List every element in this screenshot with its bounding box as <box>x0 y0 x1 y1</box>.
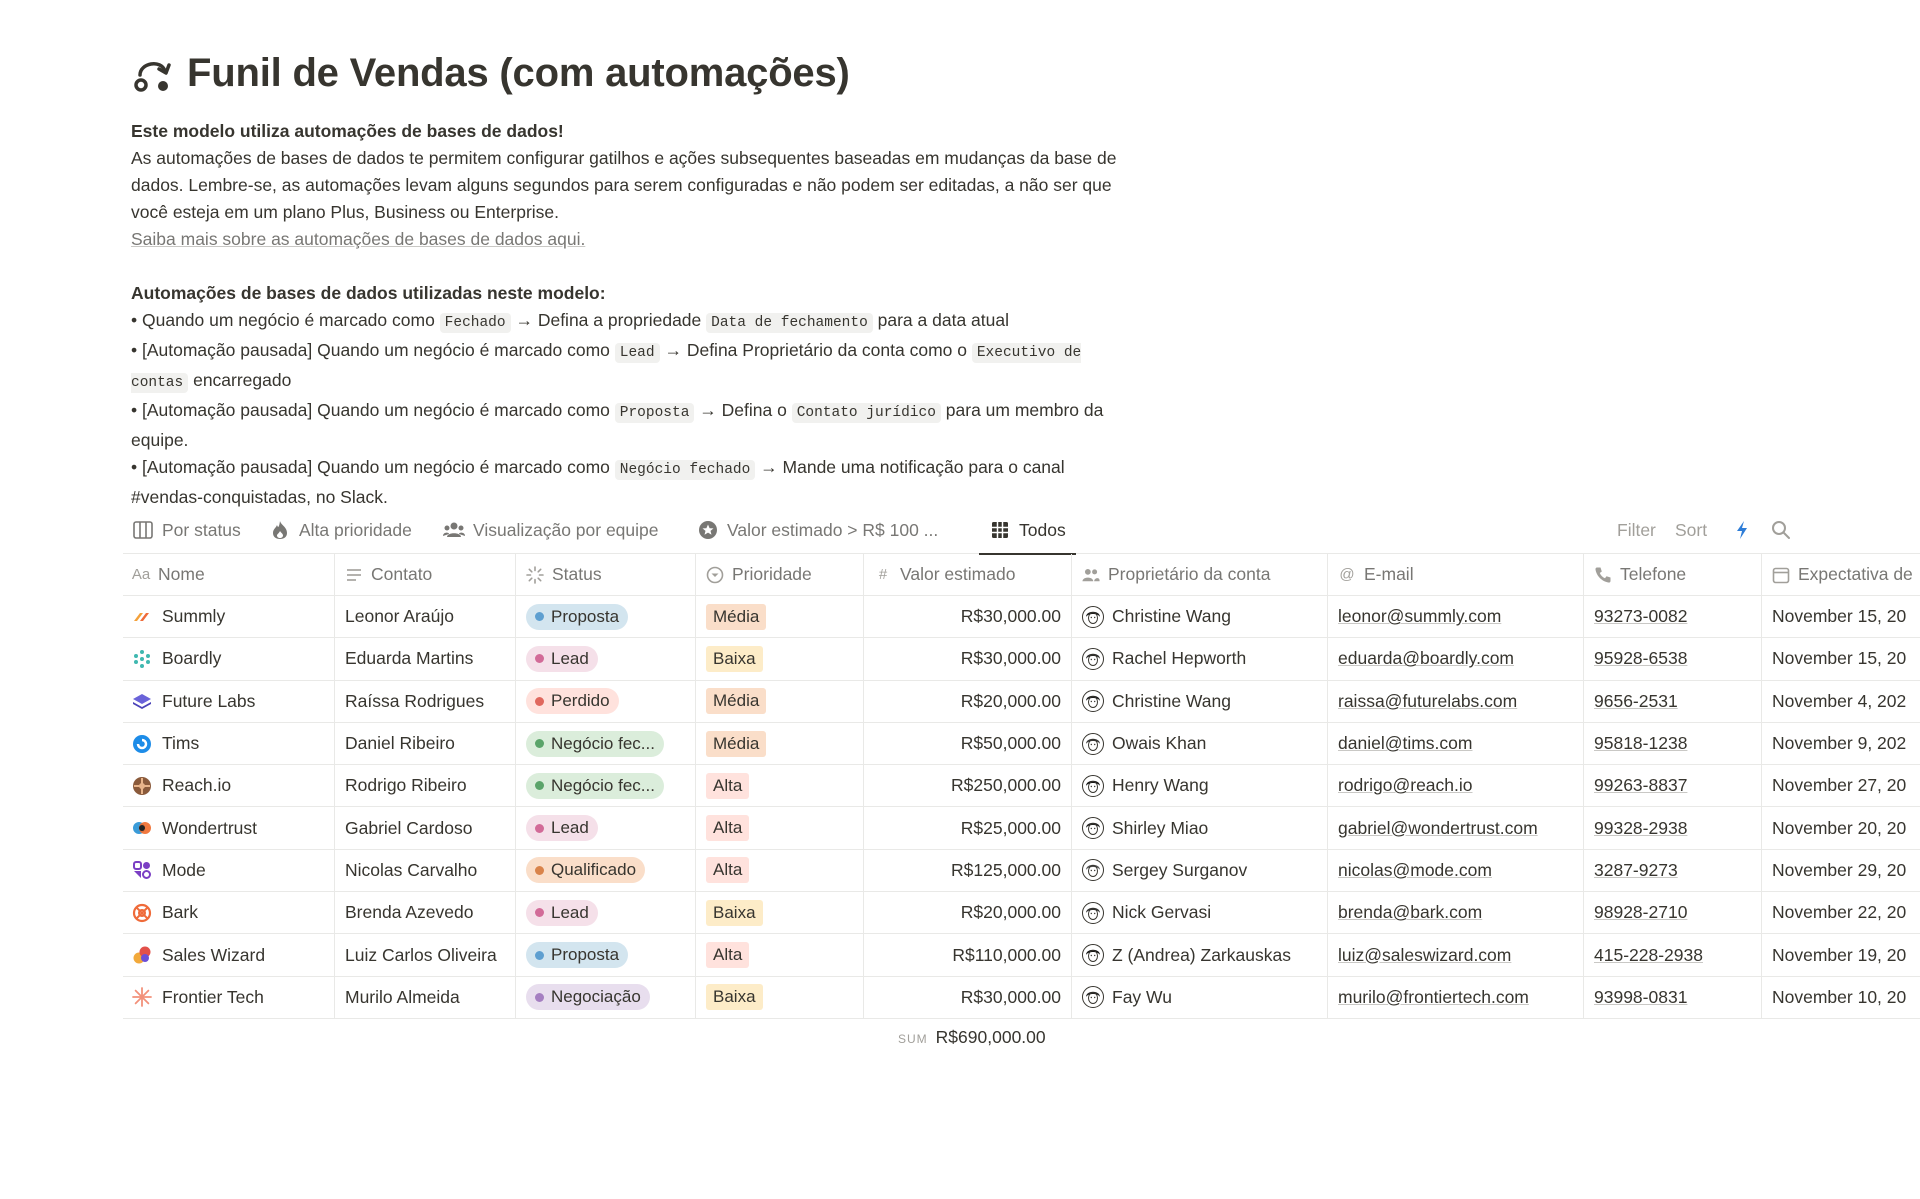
cell-nome[interactable] <box>123 723 335 764</box>
company-logo-icon <box>132 776 152 796</box>
cell-nome[interactable] <box>123 977 335 1018</box>
cell-telefone[interactable] <box>1584 723 1762 764</box>
cell-email[interactable] <box>1328 977 1584 1018</box>
status-dot-icon <box>535 781 544 790</box>
phone-icon <box>1594 566 1612 584</box>
cell-prioridade[interactable] <box>696 934 864 975</box>
cell-expectativa[interactable]: November 4, 202 <box>1772 690 1907 711</box>
status-badge: Qualificado <box>526 857 645 883</box>
priority-tag: Média <box>706 731 766 757</box>
table-row[interactable] <box>123 892 1920 934</box>
column-header-telefone[interactable]: Telefone <box>1584 554 1762 595</box>
email-link[interactable]: luiz@saleswizard.com <box>1338 944 1512 965</box>
table-row[interactable] <box>123 807 1920 849</box>
email-link[interactable]: rodrigo@reach.io <box>1338 775 1473 796</box>
email-link[interactable]: daniel@tims.com <box>1338 733 1473 754</box>
automation-item-2: • [Automação pausada] Quando um negócio é marcado como Lead → Defina Proprietário da conta como o Executivo de contas encarregado <box>131 340 1082 391</box>
search-icon <box>1771 520 1791 540</box>
email-link[interactable]: nicolas@mode.com <box>1338 859 1492 880</box>
avatar <box>1082 648 1104 670</box>
cell-contato[interactable]: Daniel Ribeiro <box>335 723 516 764</box>
status-dot-icon <box>535 697 544 706</box>
company-name[interactable]: Summly <box>162 606 226 627</box>
people-icon <box>1082 566 1100 584</box>
lightning-icon <box>1735 520 1749 540</box>
status-dot-icon <box>535 654 544 663</box>
cell-proprietario[interactable]: Sergey Surganov <box>1072 850 1328 891</box>
text-property-icon: Aa <box>131 566 151 583</box>
cell-email[interactable] <box>1328 681 1584 722</box>
company-name[interactable]: Mode <box>162 859 206 880</box>
cell-contato[interactable]: Murilo Almeida <box>335 977 516 1018</box>
cell-status[interactable] <box>516 934 696 975</box>
cell-proprietario[interactable]: Henry Wang <box>1072 765 1328 806</box>
cell-status[interactable] <box>516 596 696 637</box>
cell-prioridade[interactable] <box>696 723 864 764</box>
status-dot-icon <box>535 866 544 875</box>
cell-valor[interactable]: R$50,000.00 <box>864 723 1072 764</box>
company-name[interactable]: Tims <box>162 733 200 754</box>
automation-item-3: • [Automação pausada] Quando um negócio é marcado como Proposta → Defina o Contato jurídico para um membro da equipe. <box>131 400 1104 450</box>
priority-tag: Média <box>706 688 766 714</box>
priority-tag: Alta <box>706 815 749 841</box>
inline-code: Fechado <box>440 313 511 333</box>
cell-telefone[interactable] <box>1584 977 1762 1018</box>
cell-email[interactable] <box>1328 850 1584 891</box>
cell-valor[interactable]: R$25,000.00 <box>864 807 1072 848</box>
people-icon <box>443 519 465 541</box>
phone-link[interactable]: 3287-9273 <box>1594 859 1678 880</box>
cell-email[interactable] <box>1328 892 1584 933</box>
cell-proprietario[interactable]: Nick Gervasi <box>1072 892 1328 933</box>
status-loader-icon <box>526 566 544 584</box>
cell-email[interactable] <box>1328 638 1584 679</box>
company-name[interactable]: Boardly <box>162 648 222 669</box>
column-header-prioridade[interactable]: Prioridade <box>696 554 864 595</box>
cell-proprietario[interactable]: Rachel Hepworth <box>1072 638 1328 679</box>
cell-valor[interactable]: R$125,000.00 <box>864 850 1072 891</box>
status-dot-icon <box>535 993 544 1002</box>
filter-button[interactable]: Filter <box>1617 519 1656 540</box>
phone-link[interactable]: 98928-2710 <box>1594 902 1688 923</box>
cell-prioridade[interactable] <box>696 807 864 848</box>
phone-link[interactable]: 93998-0831 <box>1594 986 1688 1007</box>
avatar <box>1082 690 1104 712</box>
company-name[interactable]: Frontier Tech <box>162 986 264 1007</box>
column-header-email[interactable]: @ E-mail <box>1328 554 1584 595</box>
column-header-proprietario[interactable]: Proprietário da conta <box>1072 554 1328 595</box>
avatar <box>1082 606 1104 628</box>
status-badge: Lead <box>526 815 598 841</box>
board-icon <box>132 519 154 541</box>
cell-valor[interactable]: R$20,000.00 <box>864 681 1072 722</box>
search-button[interactable] <box>1771 506 1791 554</box>
cell-email[interactable] <box>1328 723 1584 764</box>
database-table <box>123 554 1920 1019</box>
company-name[interactable]: Wondertrust <box>162 817 257 838</box>
avatar <box>1082 817 1104 839</box>
email-link[interactable]: brenda@bark.com <box>1338 902 1483 923</box>
cell-valor[interactable]: R$30,000.00 <box>864 638 1072 679</box>
cell-valor[interactable]: R$30,000.00 <box>864 596 1072 637</box>
status-badge: Perdido <box>526 688 619 714</box>
cell-expectativa[interactable]: November 29, 20 <box>1772 859 1907 880</box>
status-badge: Proposta <box>526 942 628 968</box>
cell-expectativa[interactable]: November 20, 20 <box>1772 817 1907 838</box>
automation-item-4: • [Automação pausada] Quando um negócio é marcado como Negócio fechado → Mande uma notificação para o canal #vendas-conquistadas, no Slack. <box>131 457 1065 507</box>
cell-nome[interactable] <box>123 638 335 679</box>
sum-value: R$690,000.00 <box>935 1027 1046 1047</box>
grid-icon <box>989 519 1011 541</box>
table-row[interactable] <box>123 765 1920 807</box>
tab-alta-prioridade[interactable]: Alta prioridade <box>269 506 412 554</box>
cell-telefone[interactable] <box>1584 892 1762 933</box>
funnel-arrow-icon[interactable] <box>131 51 175 95</box>
cell-nome[interactable] <box>123 892 335 933</box>
cell-proprietario[interactable]: Christine Wang <box>1072 596 1328 637</box>
cell-proprietario[interactable]: Owais Khan <box>1072 723 1328 764</box>
page-description <box>131 118 1131 511</box>
cell-status[interactable] <box>516 807 696 848</box>
status-badge: Proposta <box>526 604 628 630</box>
cell-valor[interactable]: R$110,000.00 <box>864 934 1072 975</box>
company-logo-icon <box>132 987 152 1007</box>
title-row <box>131 40 1920 106</box>
cell-status[interactable] <box>516 638 696 679</box>
inline-code: Lead <box>615 343 660 363</box>
cell-email[interactable] <box>1328 596 1584 637</box>
intro-text: As automações de bases de dados te permitem configurar gatilhos e ações subsequentes baseadas em mudanças da base de dados. Lembre-se, as automações levam alguns segundos para serem configuradas e não podem ser editadas, a não ser que você esteja em um plano Plus, Business ou Enterprise. <box>131 148 1117 222</box>
company-logo-icon <box>132 860 152 880</box>
avatar <box>1082 775 1104 797</box>
avatar <box>1082 902 1104 924</box>
cell-telefone[interactable] <box>1584 765 1762 806</box>
company-name[interactable]: Reach.io <box>162 775 232 796</box>
tab-todos[interactable]: Todos <box>979 506 1076 554</box>
priority-tag: Baixa <box>706 646 763 672</box>
sum-calculation[interactable] <box>898 1027 1046 1048</box>
cell-email[interactable] <box>1328 807 1584 848</box>
cell-status[interactable] <box>516 681 696 722</box>
sort-button[interactable]: Sort <box>1675 519 1708 540</box>
status-dot-icon <box>535 908 544 917</box>
tab-por-status[interactable]: Por status <box>132 506 241 554</box>
sum-label: SUM <box>898 1032 928 1046</box>
automations-heading: Automações de bases de dados utilizadas neste modelo: <box>131 283 606 303</box>
avatar <box>1082 986 1104 1008</box>
cell-proprietario[interactable]: Z (Andrea) Zarkauskas <box>1072 934 1328 975</box>
phone-link[interactable]: 95818-1238 <box>1594 733 1688 754</box>
learn-more-link[interactable]: Saiba mais sobre as automações de bases de dados aqui. <box>131 229 586 249</box>
cell-contato[interactable]: Gabriel Cardoso <box>335 807 516 848</box>
cell-status[interactable] <box>516 723 696 764</box>
cell-proprietario[interactable]: Shirley Miao <box>1072 807 1328 848</box>
phone-link[interactable]: 9656-2531 <box>1594 690 1678 711</box>
company-logo-icon <box>132 945 152 965</box>
cell-email[interactable] <box>1328 765 1584 806</box>
cell-prioridade[interactable] <box>696 977 864 1018</box>
priority-tag: Alta <box>706 857 749 883</box>
cell-prioridade[interactable] <box>696 681 864 722</box>
cell-telefone[interactable] <box>1584 596 1762 637</box>
email-link[interactable]: leonor@summly.com <box>1338 606 1502 627</box>
priority-tag: Média <box>706 604 766 630</box>
email-link[interactable]: eduarda@boardly.com <box>1338 648 1515 669</box>
table-row[interactable] <box>123 977 1920 1019</box>
status-badge: Negócio fec... <box>526 773 664 799</box>
phone-link[interactable]: 99263-8837 <box>1594 775 1688 796</box>
email-link[interactable]: gabriel@wondertrust.com <box>1338 817 1538 838</box>
status-badge: Lead <box>526 646 598 672</box>
priority-tag: Alta <box>706 773 749 799</box>
cell-contato[interactable]: Brenda Azevedo <box>335 892 516 933</box>
cell-nome[interactable] <box>123 807 335 848</box>
cell-telefone[interactable] <box>1584 681 1762 722</box>
company-logo-icon <box>132 649 152 669</box>
status-badge: Negócio fec... <box>526 731 664 757</box>
avatar <box>1082 944 1104 966</box>
lines-icon <box>345 566 363 584</box>
avatar <box>1082 733 1104 755</box>
phone-link[interactable]: 415-228-2938 <box>1594 944 1703 965</box>
intro-heading: Este modelo utiliza automações de bases de dados! <box>131 121 564 141</box>
inline-code: Executivo de contas <box>131 345 1082 391</box>
star-circle-icon <box>697 519 719 541</box>
table-row[interactable] <box>123 850 1920 892</box>
status-badge: Lead <box>526 900 598 926</box>
company-logo-icon <box>132 818 152 838</box>
cell-prioridade[interactable] <box>696 892 864 933</box>
cell-expectativa[interactable]: November 22, 20 <box>1772 902 1907 923</box>
tab-visualizacao-por-equipe[interactable]: Visualização por equipe <box>443 506 659 554</box>
inline-code: Proposta <box>615 403 695 423</box>
status-dot-icon <box>535 951 544 960</box>
cell-prioridade[interactable] <box>696 638 864 679</box>
inline-code: Data de fechamento <box>706 313 873 333</box>
cell-nome[interactable] <box>123 765 335 806</box>
cell-email[interactable] <box>1328 934 1584 975</box>
automation-item-1: • Quando um negócio é marcado como Fechado → Defina a propriedade Data de fechamento para a data atual <box>131 310 1009 331</box>
page-content <box>131 40 1920 511</box>
cell-nome[interactable] <box>123 850 335 891</box>
cell-proprietario[interactable]: Fay Wu <box>1072 977 1328 1018</box>
phone-link[interactable]: 93273-0082 <box>1594 606 1688 627</box>
table-body <box>123 596 1920 1019</box>
column-header-valor-estimado[interactable]: # Valor estimado <box>864 554 1072 595</box>
select-icon <box>706 566 724 584</box>
cell-valor[interactable]: R$20,000.00 <box>864 892 1072 933</box>
cell-contato[interactable]: Raíssa Rodrigues <box>335 681 516 722</box>
cell-status[interactable] <box>516 765 696 806</box>
view-tabs-bar <box>123 506 1920 554</box>
cell-prioridade[interactable] <box>696 850 864 891</box>
cell-telefone[interactable] <box>1584 807 1762 848</box>
company-logo-icon <box>132 691 152 711</box>
cell-status[interactable] <box>516 977 696 1018</box>
column-header-nome[interactable]: Aa Nome <box>123 554 335 595</box>
column-header-expectativa[interactable]: Expectativa de <box>1762 554 1920 595</box>
company-name[interactable]: Sales Wizard <box>162 944 266 965</box>
table-row[interactable] <box>123 681 1920 723</box>
calendar-icon <box>1772 566 1790 584</box>
inline-code: Contato jurídico <box>792 403 941 423</box>
priority-tag: Alta <box>706 942 749 968</box>
cell-telefone[interactable] <box>1584 638 1762 679</box>
cell-proprietario[interactable]: Christine Wang <box>1072 681 1328 722</box>
at-icon: @ <box>1339 566 1355 583</box>
cell-nome[interactable] <box>123 681 335 722</box>
company-logo-icon <box>132 903 152 923</box>
priority-tag: Baixa <box>706 984 763 1010</box>
table-row[interactable] <box>123 596 1920 638</box>
column-header-status[interactable]: Status <box>516 554 696 595</box>
cell-telefone[interactable] <box>1584 934 1762 975</box>
email-link[interactable]: murilo@frontiertech.com <box>1338 986 1529 1007</box>
cell-expectativa[interactable]: November 15, 20 <box>1772 648 1907 669</box>
company-logo-icon <box>132 607 152 627</box>
cell-expectativa[interactable]: November 27, 20 <box>1772 775 1907 796</box>
cell-contato[interactable]: Eduarda Martins <box>335 638 516 679</box>
number-icon: # <box>878 566 888 583</box>
cell-telefone[interactable] <box>1584 850 1762 891</box>
automation-bolt-button[interactable] <box>1735 506 1749 554</box>
cell-expectativa[interactable]: November 15, 20 <box>1772 606 1907 627</box>
cell-expectativa[interactable]: November 19, 20 <box>1772 944 1907 965</box>
table-row[interactable] <box>123 934 1920 976</box>
company-name[interactable]: Future Labs <box>162 690 256 711</box>
cell-valor[interactable]: R$30,000.00 <box>864 977 1072 1018</box>
cell-contato[interactable]: Luiz Carlos Oliveira <box>335 934 516 975</box>
phone-link[interactable]: 99328-2938 <box>1594 817 1688 838</box>
table-row[interactable] <box>123 638 1920 680</box>
fire-icon <box>269 519 291 541</box>
priority-tag: Baixa <box>706 900 763 926</box>
cell-valor[interactable]: R$250,000.00 <box>864 765 1072 806</box>
inline-code: Negócio fechado <box>615 460 756 480</box>
cell-expectativa[interactable]: November 9, 202 <box>1772 733 1907 754</box>
cell-contato[interactable]: Rodrigo Ribeiro <box>335 765 516 806</box>
status-dot-icon <box>535 739 544 748</box>
status-badge: Negociação <box>526 984 650 1010</box>
cell-contato[interactable]: Nicolas Carvalho <box>335 850 516 891</box>
phone-link[interactable]: 95928-6538 <box>1594 648 1688 669</box>
cell-status[interactable] <box>516 892 696 933</box>
cell-status[interactable] <box>516 850 696 891</box>
avatar <box>1082 859 1104 881</box>
email-link[interactable]: raissa@futurelabs.com <box>1338 690 1518 711</box>
cell-nome[interactable] <box>123 596 335 637</box>
cell-contato[interactable]: Leonor Araújo <box>335 596 516 637</box>
company-logo-icon <box>132 734 152 754</box>
table-row[interactable] <box>123 723 1920 765</box>
table-header-row <box>123 554 1920 596</box>
cell-nome[interactable] <box>123 934 335 975</box>
tab-valor-estimado[interactable]: Valor estimado > R$ 100 ... <box>697 506 938 554</box>
cell-prioridade[interactable] <box>696 596 864 637</box>
page-title[interactable]: Funil de Vendas (com automações) <box>187 50 850 95</box>
column-header-contato[interactable]: Contato <box>335 554 516 595</box>
company-name[interactable]: Bark <box>162 902 198 923</box>
cell-prioridade[interactable] <box>696 765 864 806</box>
status-dot-icon <box>535 824 544 833</box>
cell-expectativa[interactable]: November 10, 20 <box>1772 986 1907 1007</box>
status-dot-icon <box>535 612 544 621</box>
